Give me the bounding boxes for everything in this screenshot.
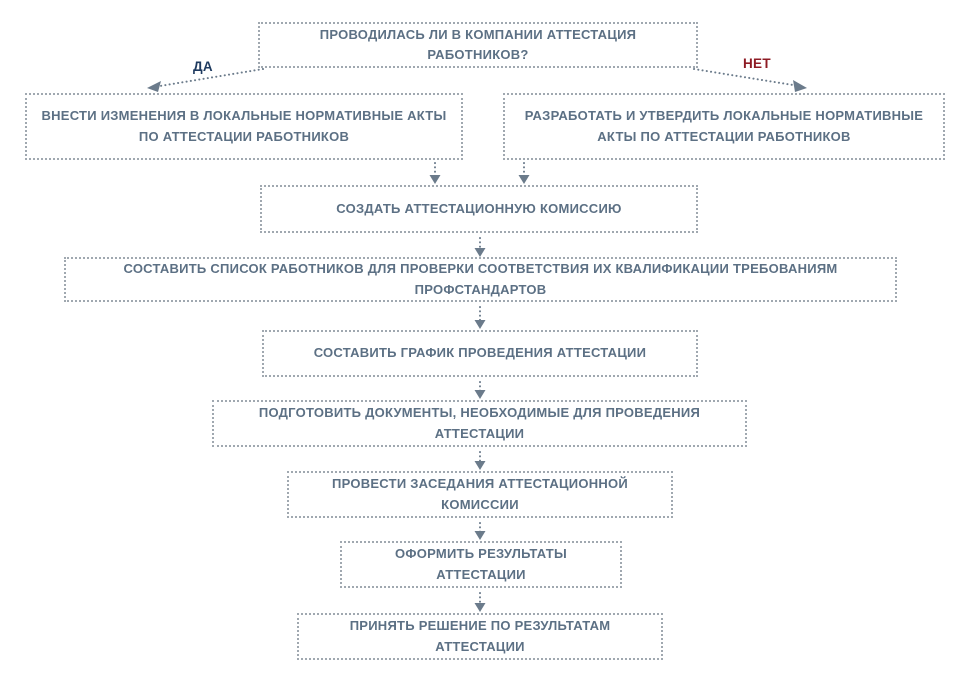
no-action-node [503, 93, 945, 160]
arrow-step6-to-step7-head [475, 603, 486, 612]
step-node-record-results [340, 541, 622, 588]
arrow-no-to-step1-head [519, 175, 530, 184]
arrow-no-branch-line [694, 69, 793, 85]
step-node-schedule-label: СОСТАВИТЬ ГРАФИК ПРОВЕДЕНИЯ АТТЕСТАЦИИ [313, 345, 647, 361]
arrow-yes-branch-head [147, 81, 161, 92]
no-action-node-label: РАЗРАБОТАТЬ И УТВЕРДИТЬ ЛОКАЛЬНЫЕ НОРМАТИВНЫЕ АКТЫ ПО АТТЕСТАЦИИ РАБОТНИКОВ [524, 108, 924, 144]
question-node-label: ПРОВОДИЛАСЬ ЛИ В КОМПАНИИ АТТЕСТАЦИЯ РАБОТНИКОВ? [319, 26, 637, 62]
arrow-step3-to-step4-head [475, 390, 486, 399]
arrow-yes-to-step1-head [430, 175, 441, 184]
step-node-create-commission [260, 185, 698, 233]
question-node [258, 22, 698, 68]
step-node-make-decision-label: ПРИНЯТЬ РЕШЕНИЕ ПО РЕЗУЛЬТАТАМ АТТЕСТАЦИИ [349, 618, 611, 654]
yes-action-node-label: ВНЕСТИ ИЗМЕНЕНИЯ В ЛОКАЛЬНЫЕ НОРМАТИВНЫЕ АКТЫ ПО АТТЕСТАЦИИ РАБОТНИКОВ [41, 108, 447, 144]
arrow-step4-to-step5-head [475, 461, 486, 470]
arrow-no-branch-head [793, 80, 807, 92]
step-node-create-commission-label: СОЗДАТЬ АТТЕСТАЦИОННУЮ КОМИССИЮ [336, 200, 622, 216]
step-node-employee-list [64, 257, 897, 302]
step-node-employee-list-label: СОСТАВИТЬ СПИСОК РАБОТНИКОВ ДЛЯ ПРОВЕРКИ СООТВЕТСТВИЯ ИХ КВАЛИФИКАЦИИ ТРЕБОВАНИЯМ ПРОФСТАНДАРТОВ [123, 261, 838, 297]
step-node-hold-meetings [287, 471, 673, 518]
arrow-step1-to-step2-head [475, 248, 486, 257]
yes-branch-label: ДА [193, 59, 213, 74]
step-node-make-decision [297, 613, 663, 660]
step-node-hold-meetings-label: ПРОВЕСТИ ЗАСЕДАНИЯ АТТЕСТАЦИОННОЙ КОМИССИИ [332, 476, 628, 512]
step-node-record-results-label: ОФОРМИТЬ РЕЗУЛЬТАТЫ АТТЕСТАЦИИ [395, 546, 567, 582]
step-node-prepare-documents-label: ПОДГОТОВИТЬ ДОКУМЕНТЫ, НЕОБХОДИМЫЕ ДЛЯ ПРОВЕДЕНИЯ АТТЕСТАЦИИ [258, 405, 701, 441]
arrow-step2-to-step3-head [475, 320, 486, 329]
step-node-schedule [262, 330, 698, 377]
no-branch-label: НЕТ [743, 56, 771, 71]
yes-action-node [25, 93, 463, 160]
step-node-prepare-documents [212, 400, 747, 447]
arrow-step5-to-step6-head [475, 531, 486, 540]
